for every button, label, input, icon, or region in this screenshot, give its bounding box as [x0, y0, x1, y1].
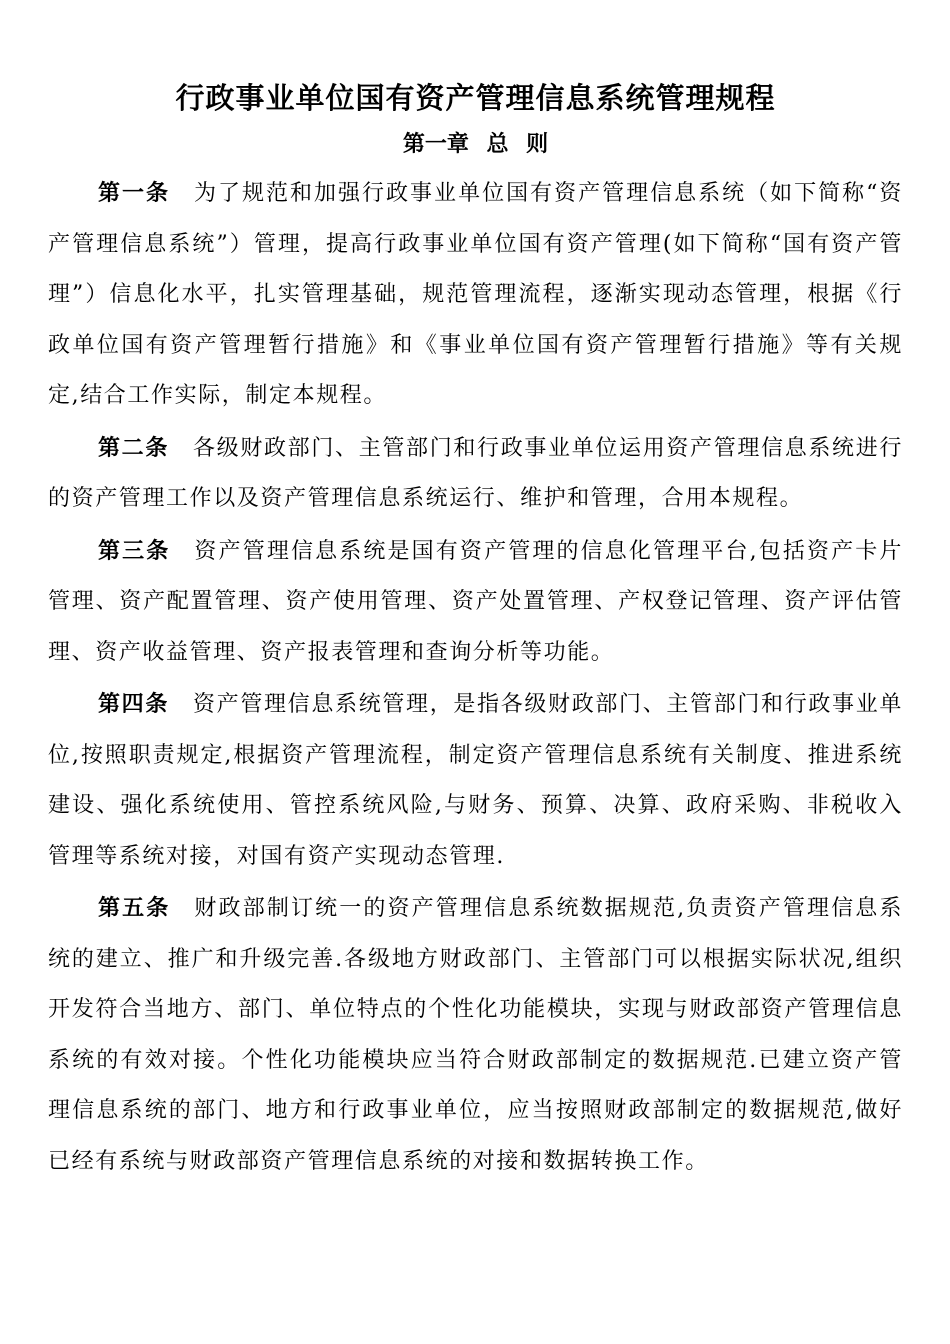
article-text: 为了规范和加强行政事业单位国有资产管理信息系统（如下简称“资产管理信息系统”）管理，提高行政事业单位国有资产管理(如下简称“国有资产管理”）信息化水平，扎实管理基础，规范管理流程，逐渐实现动态管理，根据《行政单位国有资产管理暂行措施》和《事业单位国有资产管理暂行措施》等有关规定,结合工作实际，制定本规程。	[48, 181, 903, 408]
article-number: 第五条	[98, 895, 171, 921]
article-4	[48, 679, 903, 882]
article-text: 各级财政部门、主管部门和行政事业单位运用资产管理信息系统进行的资产管理工作以及资产管理信息系统运行、维护和管理，合用本规程。	[48, 435, 903, 511]
article-text: 资产管理信息系统是国有资产管理的信息化管理平台,包括资产卡片管理、资产配置管理、资产使用管理、资产处置管理、产权登记管理、资产评估管理、资产收益管理、资产报表管理和查询分析等功能。	[48, 538, 903, 665]
article-text: 财政部制订统一的资产管理信息系统数据规范,负责资产管理信息系统的建立、推广和升级完善.各级地方财政部门、主管部门可以根据实际状况,组织开发符合当地方、部门、单位特点的个性化功能模块，实现与财政部资产管理信息系统的有效对接。个性化功能模块应当符合财政部制定的数据规范.已建立资产管理信息系统的部门、地方和行政事业单位，应当按照财政部制定的数据规范,做好已经有系统与财政部资产管理信息系统的对接和数据转换工作。	[48, 896, 903, 1174]
article-2	[48, 423, 903, 525]
article-1	[48, 168, 903, 422]
article-number: 第一条	[98, 180, 171, 206]
document-title: 行政事业单位国有资产管理信息系统管理规程	[175, 81, 776, 115]
document-page	[48, 78, 903, 1188]
chapter-title: 第一章 总 则	[402, 131, 549, 157]
article-number: 第二条	[98, 434, 170, 461]
article-number: 第四条	[98, 691, 170, 717]
article-number: 第三条	[98, 537, 171, 564]
article-3	[48, 526, 903, 679]
article-5	[48, 883, 903, 1187]
article-text: 资产管理信息系统管理，是指各级财政部门、主管部门和行政事业单位,按照职责规定,根据资产管理流程，制定资产管理信息系统有关制度、推进系统建设、强化系统使用、管控系统风险,与财务、预算、决算、政府采购、非税收入管理等系统对接，对国有资产实现动态管理.	[48, 692, 903, 869]
